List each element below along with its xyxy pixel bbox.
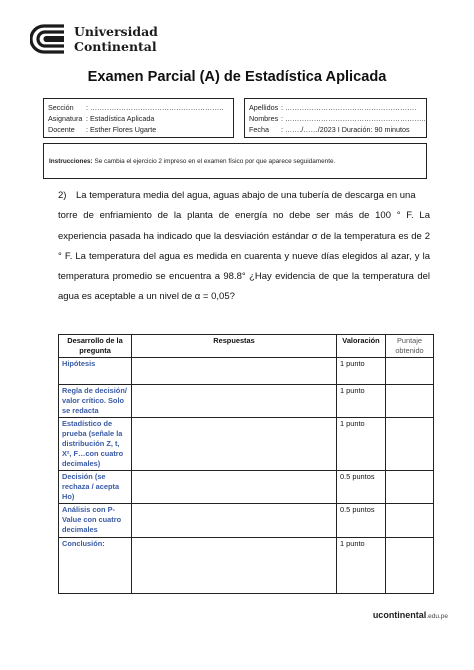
instructions-label: Instrucciones: [49, 158, 93, 165]
answer-cell[interactable] [132, 504, 337, 538]
value-cell: 1 punto [337, 358, 386, 385]
course-info-box [43, 98, 234, 138]
table-row [59, 504, 434, 538]
footer-brand-name: ucontinental [372, 610, 427, 620]
table-row [59, 385, 434, 418]
university-logo [30, 22, 180, 58]
score-cell[interactable] [386, 504, 434, 538]
score-cell[interactable] [386, 385, 434, 418]
nombres-row [249, 113, 426, 124]
answer-cell[interactable] [132, 385, 337, 418]
seccion-row [48, 102, 229, 113]
answer-cell[interactable] [132, 358, 337, 385]
answer-table [58, 334, 434, 594]
row-label: Hipótesis [59, 358, 132, 385]
nombres-label: Nombres [249, 114, 279, 123]
seccion-label: Sección [48, 103, 74, 112]
table-row [59, 538, 434, 594]
value-cell: 1 punto [337, 538, 386, 594]
footer-brand [373, 610, 448, 620]
row-label: Análisis con P- Value con cuatro decimales [59, 504, 132, 538]
fecha-value: : ……./……/2023 I Duración: 90 minutos [281, 125, 410, 134]
logo-line-2: Continental [74, 39, 157, 54]
table-row [59, 418, 434, 471]
question-text [58, 186, 430, 308]
fecha-label: Fecha [249, 125, 269, 134]
apellidos-label: Apellidos [249, 103, 279, 112]
table-row [59, 358, 434, 385]
instructions-text: Se cambia el ejercicio 2 impreso en el examen físico por que aparece seguidamente. [94, 158, 336, 165]
value-cell: 1 punto [337, 418, 386, 471]
header-desarrollo: Desarrollo de la pregunta [59, 335, 132, 358]
row-label: Conclusión: [59, 538, 132, 594]
logo-text [74, 24, 158, 54]
asignatura-value: : Estadística Aplicada [86, 114, 155, 123]
row-label: Estadístico de prueba (señale la distribución Z, t, X², F…con cuatro decimales) [59, 418, 132, 471]
header-puntaje: Puntaje obtenido [386, 335, 434, 358]
value-cell: 1 punto [337, 385, 386, 418]
table-header-row [59, 335, 434, 358]
apellidos-row [249, 102, 422, 113]
question-rest: torre de enfriamiento de la planta de energía no debe ser más de 100 ° F. La experiencia pasada ha indicado que la desviación estándar σ de la temperatura es de 2 ° F. La temperatura del agua es medida en cuarenta y nueve días elegidos al azar, y la temperatura promedio se encuentra a 98.8° ¿Hay evidencia de que la temperatura del agua es aceptable a un nivel de α = 0,05? [58, 210, 430, 303]
footer-domain: .edu.pe [426, 613, 448, 620]
question-block [58, 186, 430, 308]
instructions-box [43, 143, 427, 179]
docente-row [48, 124, 229, 135]
score-cell[interactable] [386, 538, 434, 594]
nombres-value: : ………………………………………………….. [281, 114, 426, 123]
asignatura-row [48, 113, 229, 124]
logo-line-1: Universidad [74, 24, 158, 39]
docente-value: : Esther Flores Ugarte [86, 125, 157, 134]
question-number: 2) [58, 190, 67, 201]
seccion-value: : ……………………………………………….. [86, 103, 224, 112]
page-title: Examen Parcial (A) de Estadística Aplicada [87, 69, 387, 85]
table-row [59, 471, 434, 504]
header-respuestas: Respuestas [132, 335, 337, 358]
value-cell: 0.5 puntos [337, 471, 386, 504]
fecha-row [249, 124, 422, 135]
logo-c-mark-icon [30, 22, 70, 56]
answer-cell[interactable] [132, 471, 337, 504]
row-label: Regla de decisión/ valor crítico. Solo se redacta [59, 385, 132, 418]
asignatura-label: Asignatura [48, 114, 83, 123]
docente-label: Docente [48, 125, 75, 134]
score-cell[interactable] [386, 471, 434, 504]
answer-cell[interactable] [132, 538, 337, 594]
header-valoracion: Valoración [337, 335, 386, 358]
student-info-box [244, 98, 427, 138]
score-cell[interactable] [386, 418, 434, 471]
score-cell[interactable] [386, 358, 434, 385]
row-label: Decisión (se rechaza / acepta Ho) [59, 471, 132, 504]
apellidos-value: : ………………………………………………. [281, 103, 417, 112]
question-first-line: La temperatura media del agua, aguas abajo de una tubería de descarga en una [76, 190, 416, 201]
value-cell: 0.5 puntos [337, 504, 386, 538]
answer-cell[interactable] [132, 418, 337, 471]
